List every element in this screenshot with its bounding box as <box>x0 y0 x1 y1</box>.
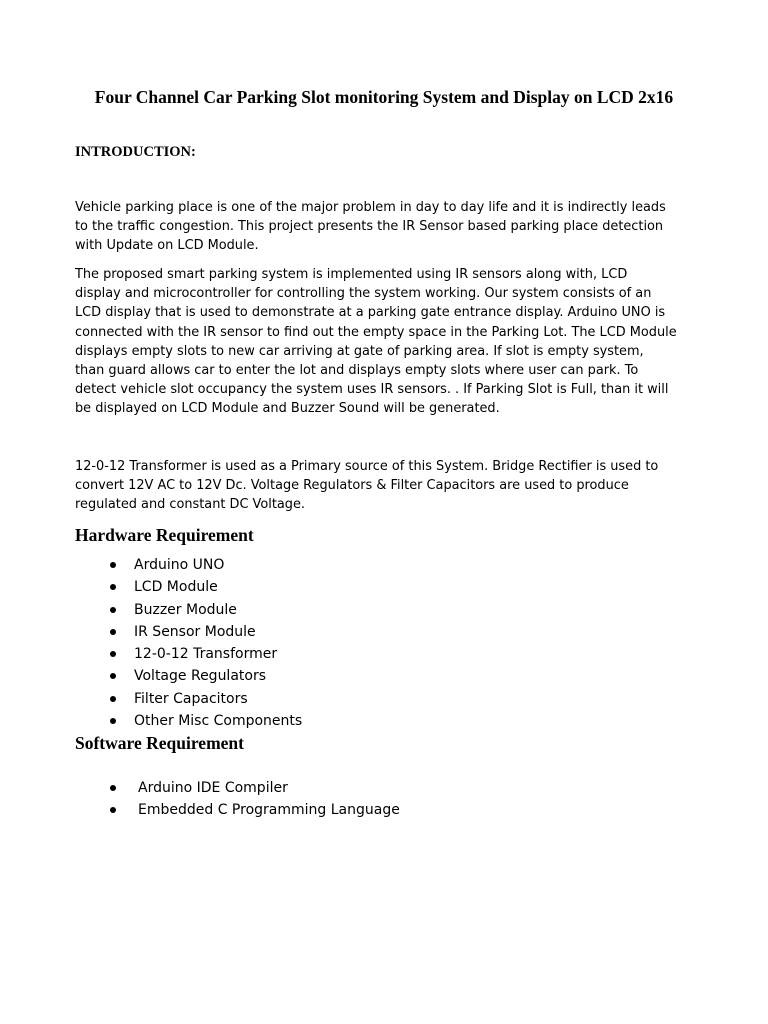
software-requirement-heading: Software Requirement <box>75 733 244 753</box>
hardware-requirement-list <box>110 554 510 732</box>
list-item <box>110 576 510 598</box>
list-item <box>110 777 510 799</box>
hardware-requirement-heading: Hardware Requirement <box>75 525 254 545</box>
list-item-label: LCD Module <box>134 579 218 596</box>
list-item <box>110 643 510 665</box>
document-title: Four Channel Car Parking Slot monitoring System and Display on LCD 2x16 <box>94 87 674 107</box>
list-item <box>110 710 510 732</box>
bullet-icon <box>110 651 116 657</box>
list-item <box>110 554 510 576</box>
list-item-label: Other Misc Components <box>134 713 303 730</box>
bullet-icon <box>110 807 116 813</box>
list-item-label: Arduino IDE Compiler <box>138 780 288 796</box>
list-item-label: Arduino UNO <box>134 557 225 573</box>
list-item-label: Voltage Regulators <box>134 668 267 685</box>
bullet-icon <box>110 562 116 568</box>
list-item <box>110 665 510 687</box>
list-item-label: Embedded C Programming Language <box>138 802 400 819</box>
list-item-label: IR Sensor Module <box>134 623 256 640</box>
list-item <box>110 621 510 643</box>
bullet-icon <box>110 584 116 590</box>
list-item <box>110 599 510 621</box>
system-description-paragraph: The proposed smart parking system is implemented using IR sensors along with, LCD display and microcontroller for controlling the system working. Our system consists of an LCD display that is used to demonstrate at a parking gate entrance display. Arduino UNO is connected with the IR sensor to find out the empty space in the Parking Lot. The LCD Module displays empty slots to new car arriving at gate of parking area. If slot is empty system, than guard allows car to enter the lot and displays empty slots where user can park. To detect vehicle slot occupancy the system uses IR sensors. . If Parking Slot is Full, than it will be displayed on LCD Module and Buzzer Sound will be generated. <box>75 267 677 417</box>
intro-paragraph: Vehicle parking place is one of the major problem in day to day life and it is indirectly leads to the traffic congestion. This project presents the IR Sensor based parking place detection with Update on LCD Module. <box>75 200 666 254</box>
list-item <box>110 799 510 821</box>
software-requirement-list <box>110 777 510 822</box>
bullet-icon <box>110 785 116 791</box>
list-item <box>110 688 510 710</box>
list-item-label: 12-0-12 Transformer <box>134 646 278 663</box>
list-item-label: Filter Capacitors <box>134 690 248 707</box>
bullet-icon <box>110 607 116 613</box>
bullet-icon <box>110 718 116 724</box>
bullet-icon <box>110 696 116 702</box>
list-item-label: Buzzer Module <box>134 601 237 618</box>
introduction-heading: INTRODUCTION: <box>75 144 196 160</box>
bullet-icon <box>110 629 116 635</box>
bullet-icon <box>110 673 116 679</box>
power-supply-paragraph: 12-0-12 Transformer is used as a Primary source of this System. Bridge Rectifier is used to convert 12V AC to 12V Dc. Voltage Regulators & Filter Capacitors are used to produce regulated and constant DC Voltage. <box>75 459 659 513</box>
